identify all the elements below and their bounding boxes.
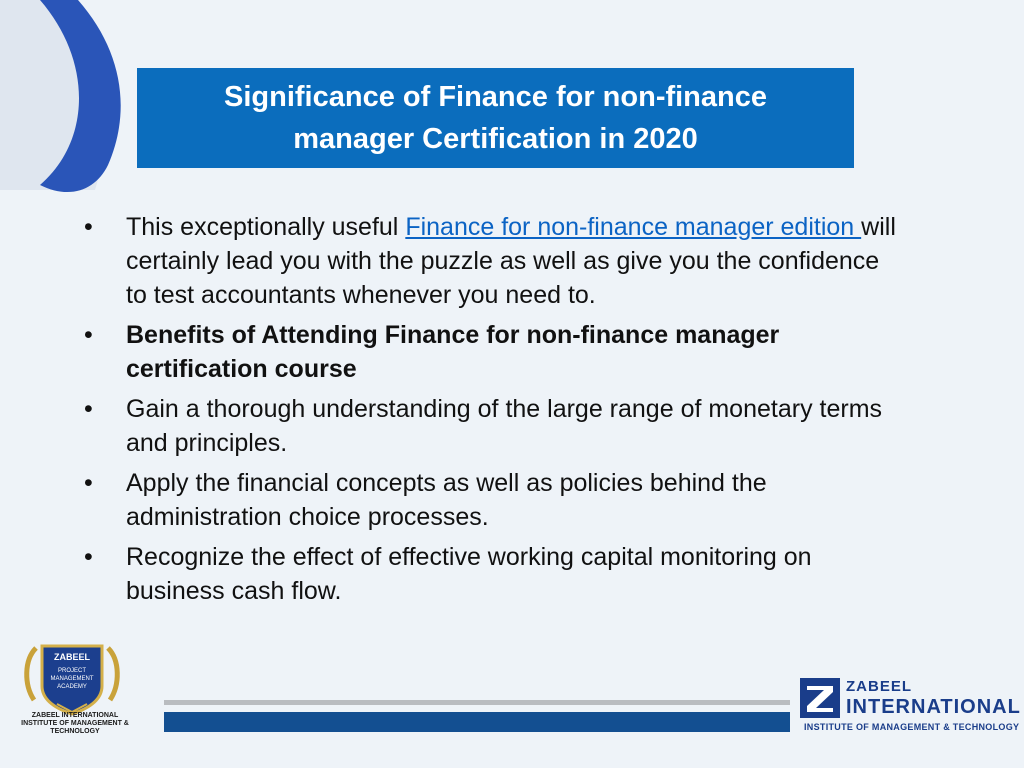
bullet-dot: •	[84, 395, 93, 423]
badge-caption-line-1: ZABEEL INTERNATIONAL	[31, 712, 119, 719]
bullet-item	[82, 210, 902, 312]
bullet-text-bold: Benefits of Attending Finance for non-finance manager certification course	[126, 321, 780, 383]
bullet-dot: •	[84, 321, 93, 349]
badge-text: PROJECT	[57, 668, 87, 674]
bullet-dot: •	[84, 469, 93, 497]
bullet-item	[82, 392, 902, 460]
logo-name: ZABEEL	[846, 678, 912, 695]
course-link[interactable]: Finance for non-finance manager edition	[405, 213, 862, 241]
title-line-2: manager Certification in 2020	[293, 123, 698, 155]
slide-title	[137, 68, 854, 168]
bullet-item	[82, 318, 902, 386]
logo-tagline: INSTITUTE OF MANAGEMENT & TECHNOLOGY	[804, 722, 1020, 732]
bullet-text: Recognize the effect of effective working capital monitoring on business cash flow.	[126, 543, 812, 605]
badge-text: MANAGEMENT	[50, 676, 94, 682]
badge-caption	[0, 712, 150, 736]
bullet-text: will certainly lead you with the puzzle as well as give you the confidence to test accountants whenever you need to.	[126, 213, 896, 309]
bullet-dot: •	[84, 213, 93, 241]
zabeel-logo	[800, 676, 1020, 736]
badge-text: ACADEMY	[57, 684, 87, 690]
bullet-item	[82, 540, 902, 608]
badge-caption-line-2: INSTITUTE OF MANAGEMENT & TECHNOLOGY	[21, 720, 129, 735]
badge-text: ZABEEL	[54, 652, 90, 662]
bullet-dot: •	[84, 543, 93, 571]
title-line-1: Significance of Finance for non-finance	[224, 81, 767, 113]
z-logo-icon	[800, 678, 840, 718]
bullet-text: Apply the financial concepts as well as policies behind the administration choice processes.	[126, 469, 767, 531]
bullet-list	[82, 210, 902, 614]
logo-subname: INTERNATIONAL	[846, 696, 1021, 718]
bullet-text: Gain a thorough understanding of the large range of monetary terms and principles.	[126, 395, 883, 457]
bullet-item	[82, 466, 902, 534]
footer-bar	[164, 712, 790, 732]
academy-badge-icon	[22, 640, 122, 716]
bullet-text: This exceptionally useful	[126, 213, 406, 241]
footer-divider	[164, 700, 790, 705]
